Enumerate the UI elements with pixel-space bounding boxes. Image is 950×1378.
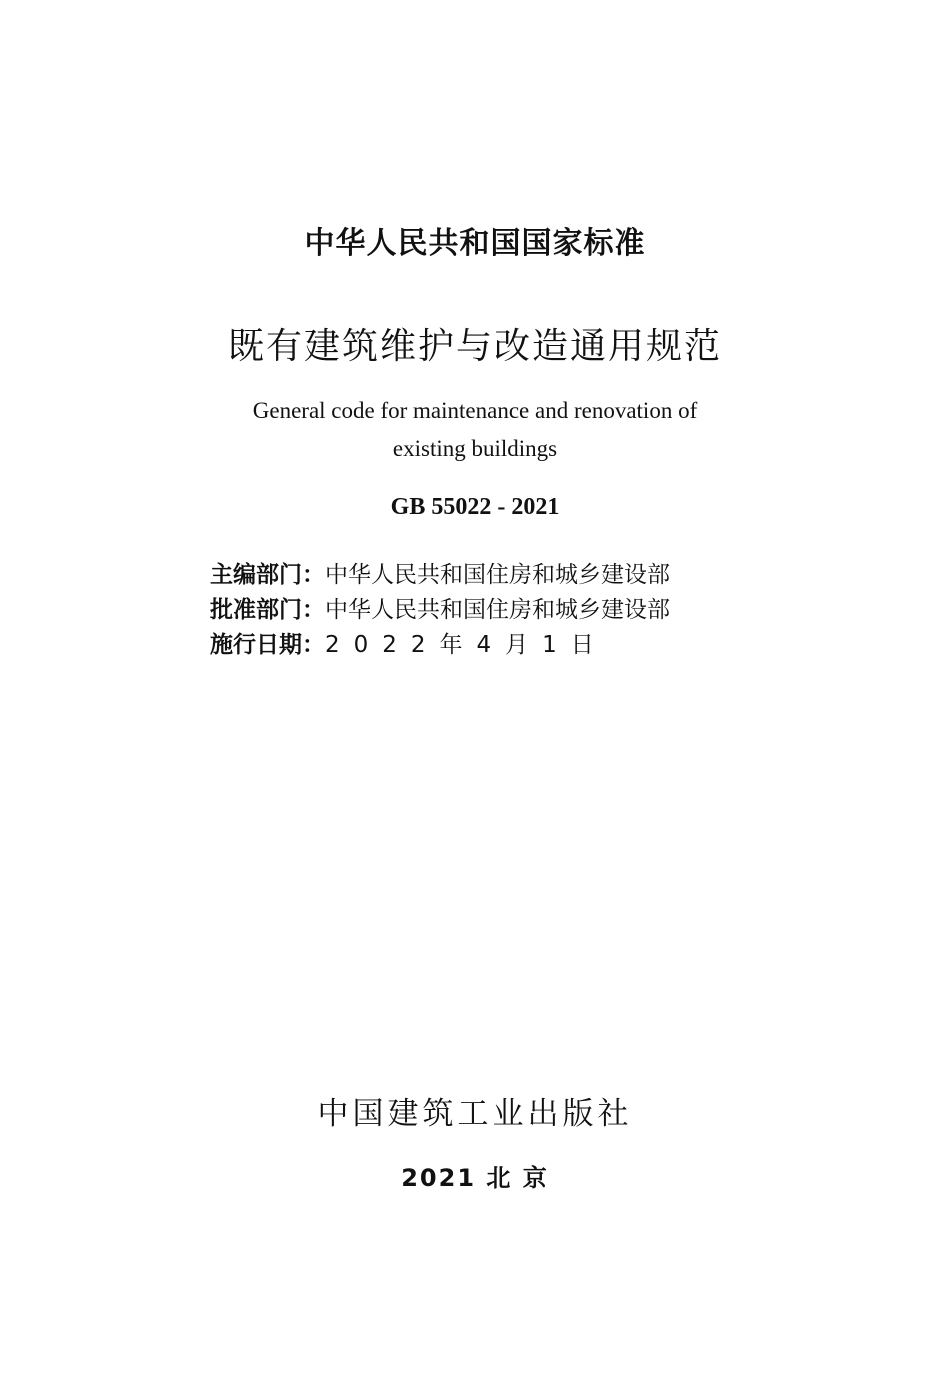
- publisher: 中国建筑工业出版社: [317, 1096, 633, 1132]
- standard-type: 中华人民共和国国家标准: [304, 226, 646, 261]
- metadata-block: [210, 558, 730, 663]
- approval-department-row: [210, 593, 730, 628]
- chief-department-label: 主编部门：: [210, 562, 325, 588]
- effective-date-value: 2022年4月1日: [325, 632, 608, 658]
- effective-date-row: [210, 628, 730, 663]
- effective-date-label: 施行日期：: [210, 632, 325, 658]
- publication-place-year: 2021 北 京: [401, 1164, 549, 1192]
- title-english: [0, 392, 950, 468]
- chief-department-row: [210, 558, 730, 593]
- standard-number: GB 55022 - 2021: [390, 494, 560, 520]
- approval-department-label: 批准部门：: [210, 597, 325, 623]
- approval-department-value: 中华人民共和国住房和城乡建设部: [325, 597, 670, 623]
- chief-department-value: 中华人民共和国住房和城乡建设部: [325, 562, 670, 588]
- title-english-line-1: General code for maintenance and renovation of: [252, 398, 698, 423]
- title-chinese: 既有建筑维护与改造通用规范: [227, 326, 722, 367]
- title-english-line-2: existing buildings: [392, 436, 558, 461]
